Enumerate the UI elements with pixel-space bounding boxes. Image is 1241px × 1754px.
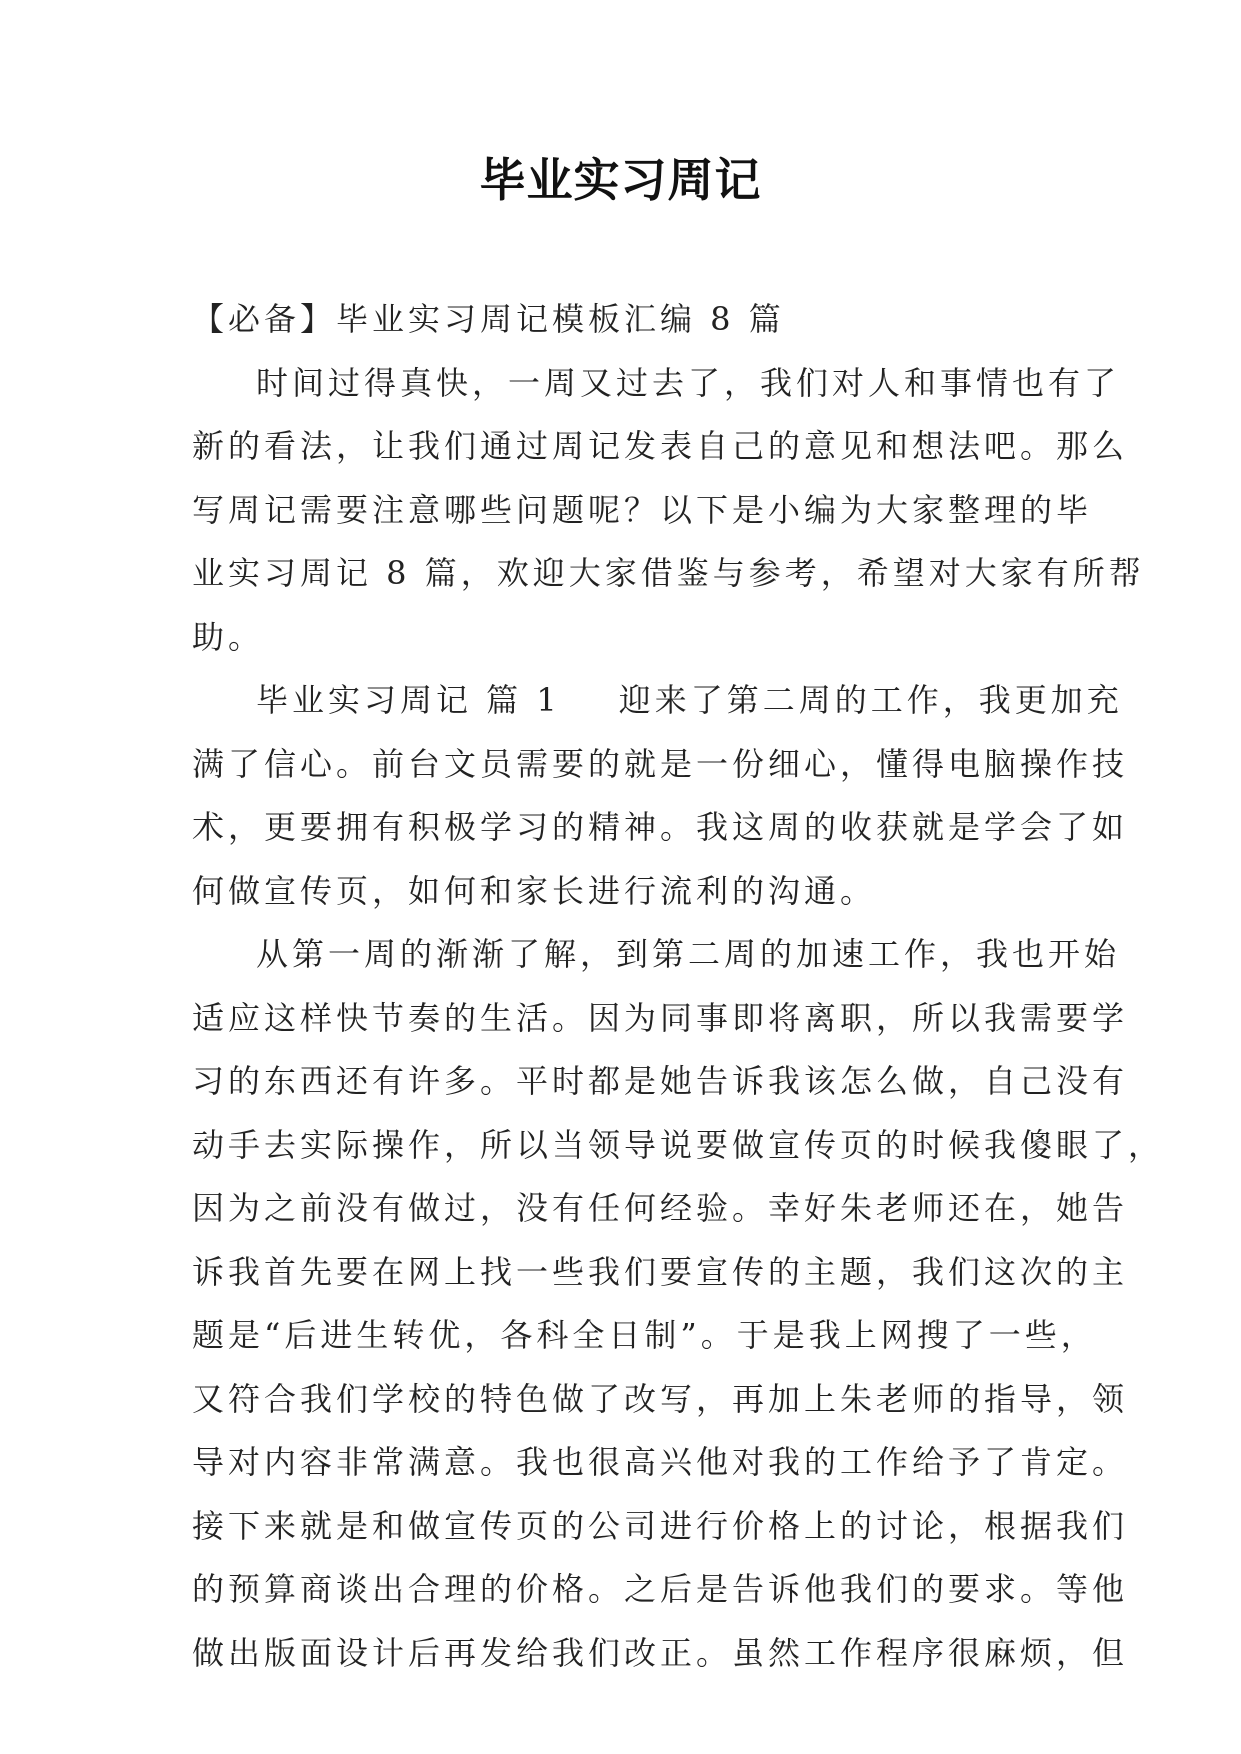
- text-line: 新的看法，让我们通过周记发表自己的意见和想法吧。那么: [192, 427, 1129, 465]
- section-heading: 毕业实习周记 篇 1: [256, 681, 561, 719]
- text-line: 导对内容非常满意。我也很高兴他对我的工作给予了肯定。: [192, 1443, 1129, 1481]
- text-line: 接下来就是和做宣传页的公司进行价格上的讨论，根据我们: [192, 1506, 1129, 1545]
- text-line: 时间过得真快，一周又过去了，我们对人和事情也有了: [256, 363, 1121, 402]
- text-line: 做出版面设计后再发给我们改正。虽然工作程序很麻烦，但: [192, 1633, 1129, 1672]
- text-line: 写周记需要注意哪些问题呢？以下是小编为大家整理的毕: [192, 490, 1093, 529]
- text-line: 因为之前没有做过，没有任何经验。幸好朱老师还在，她告: [192, 1189, 1129, 1227]
- text-line: 又符合我们学校的特色做了改写，再加上朱老师的指导，领: [192, 1379, 1129, 1418]
- page-title: 毕业实习周记: [479, 153, 762, 207]
- text-line: 业实习周记 8 篇，欢迎大家借鉴与参考，希望对大家有所帮: [192, 554, 1145, 592]
- text-line: 诉我首先要在网上找一些我们要宣传的主题，我们这次的主: [192, 1252, 1129, 1291]
- text-line: 术，更要拥有积极学习的精神。我这周的收获就是学会了如: [192, 808, 1129, 846]
- text-line: 动手去实际操作，所以当领导说要做宣传页的时候我傻眼了，: [192, 1125, 1165, 1164]
- text-line: 题是“后进生转优，各科全日制”。于是我上网搜了一些，: [192, 1316, 1097, 1354]
- section-heading-line: [192, 669, 1123, 733]
- text-line: 何做宣传页，如何和家长进行流利的沟通。: [192, 871, 877, 910]
- text-line: 习的东西还有许多。平时都是她告诉我该怎么做，自己没有: [192, 1062, 1129, 1100]
- text-line: 【必备】毕业实习周记模板汇编 8 篇: [192, 300, 785, 338]
- text-line: 助。: [192, 617, 265, 656]
- text-line: 适应这样快节奏的生活。因为同事即将离职，所以我需要学: [192, 998, 1129, 1037]
- document-body: [192, 288, 1165, 1685]
- text-line: 的预算商谈出合理的价格。之后是告诉他我们的要求。等他: [192, 1570, 1129, 1608]
- text-line: 从第一周的渐渐了解，到第二周的加速工作，我也开始: [256, 935, 1121, 973]
- text-line: 满了信心。前台文员需要的就是一份细心，懂得电脑操作技: [192, 744, 1129, 783]
- section-first-text: 迎来了第二周的工作，我更加充: [618, 681, 1123, 719]
